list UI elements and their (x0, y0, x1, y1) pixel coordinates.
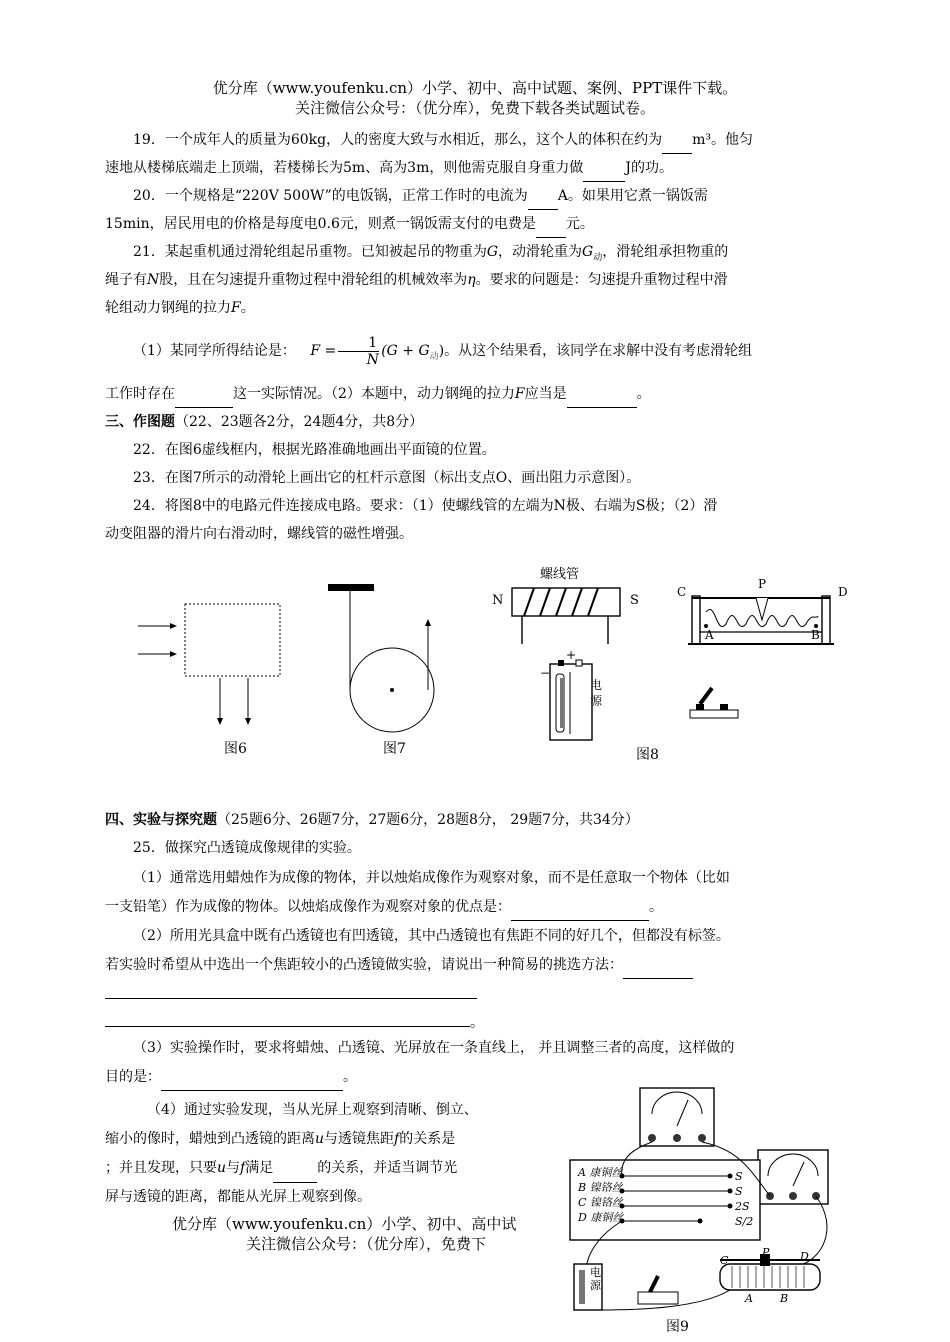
question-22: 22．在图6虚线框内，根据光路准确地画出平面镜的位置。 (133, 442, 496, 458)
fig9-d-label: D (800, 1250, 809, 1263)
question-19: 19．一个成年人的质量为60kg，人的密度大致与水相近，那么，这个人的体积在约为 m³。他匀 (105, 126, 847, 154)
wire-label-b: B 镍铬丝 (578, 1181, 623, 1194)
answer-blank[interactable] (161, 1074, 343, 1091)
fig9-a-label: A (745, 1292, 753, 1305)
footer-line-2: 关注微信公众号：（优分库），免费下 (246, 1235, 487, 1253)
wire-length-d: S/2 (735, 1215, 754, 1228)
fig9-battery-label: 电 源 (590, 1266, 601, 1292)
fig9-b-label: B (780, 1292, 789, 1305)
wire-length-b: S (735, 1185, 743, 1198)
switch-diagram (688, 684, 740, 720)
question-25-part2-cont: 若实验时希望从中选出一个焦距较小的凸透镜做实验，请说出一种简易的挑选方法： (105, 951, 847, 979)
figure-7-caption: 图7 (383, 741, 406, 757)
question-24-cont: 动变阻器的滑片向右滑动时，螺线管的磁性增强。 (105, 526, 413, 542)
question-25-part2: （2）所用光具盒中既有凸透镜也有凹透镜，其中凸透镜也有焦距不同的好几个，但都没有标签。 (133, 928, 730, 944)
solenoid-diagram (510, 586, 625, 646)
wire-length-a: S (735, 1170, 743, 1183)
footer (0, 1214, 556, 1260)
question-25-part1: （1）通常选用蜡烛作为成像的物体，并以烛焰成像作为观察对象，而不是任意取一个物体（比如 (133, 870, 730, 886)
south-pole-label: S (630, 593, 639, 608)
solenoid-label: 螺线管 (540, 567, 580, 582)
question-23: 23．在图7所示的动滑轮上画出它的杠杆示意图（标出支点O、画出阻力示意图）。 (133, 470, 641, 486)
terminal-b-label: B (811, 628, 820, 642)
answer-line[interactable] (105, 1026, 470, 1027)
section-4-heading: 四、实验与探究题（25题6分、26题7分，27题6分，28题8分， 29题7分，共34分） (105, 812, 639, 828)
question-25-part1-cont: 一支铅笔）作为成像的物体。以烛焰成像作为观察对象的优点是： 。 (105, 893, 847, 921)
answer-blank[interactable] (567, 391, 637, 408)
north-pole-label: N (492, 593, 504, 608)
battery-label-1: 电 (590, 678, 603, 692)
terminal-d-label: D (838, 585, 848, 599)
wire-lengths (735, 1169, 753, 1229)
question-24: 24．将图8中的电路元件连接成电路。要求：（1）使螺线管的左端为N极、右端为S极；（2）滑 (133, 498, 718, 514)
answer-line-period: 。 (470, 1015, 484, 1031)
question-20-cont: 15min，居民用电的价格是每度电0.6元，则煮一锅饭需支付的电费是 元。 (105, 210, 847, 238)
ammeter-2 (758, 1150, 828, 1204)
rheostat-diagram (688, 590, 836, 652)
wire-label-d: D 康铜丝 (578, 1211, 624, 1224)
question-21-part1: （1）某同学所得结论是： F = $\frac{1}{N}$ $(G + G_动)$。从这个结果看，该同学在求解中没有考虑滑轮组 (133, 334, 753, 368)
wire-labels (578, 1165, 623, 1225)
fig9-p-label: P (762, 1246, 770, 1259)
question-21-part2: 工作时存在 这一实际情况。（2）本题中，动力钢绳的拉力F应当是 。 (105, 380, 847, 408)
answer-blank[interactable] (511, 904, 649, 921)
battery-label-2: 源 (590, 694, 603, 708)
battery-plus: + (566, 648, 577, 662)
battery-minus: − (540, 666, 551, 680)
section-3-heading: 三、作图题（22、23题各2分，24题4分，共8分） (105, 414, 424, 430)
answer-blank[interactable] (175, 391, 233, 408)
question-20: 20．一个规格是“220V 500W”的电饭锅，正常工作时的电流为 A。如果用它煮一锅饭需 (105, 182, 847, 210)
wire-length-c: 2S (735, 1200, 750, 1213)
figure-6-caption: 图6 (224, 741, 247, 757)
figure-6-diagram (130, 598, 290, 733)
wire-label-c: C 镍铬丝 (578, 1196, 623, 1209)
question-25-part3-cont: 目的是： 。 (105, 1063, 847, 1091)
answer-blank[interactable] (536, 221, 566, 238)
question-21-line3: 轮组动力钢绳的拉力F。 (105, 300, 255, 316)
wire-label-a: A 康铜丝 (578, 1166, 623, 1179)
footer-line-1: 优分库（www.youfenku.cn）小学、初中、高中试 (172, 1215, 517, 1233)
fig9-c-label: C (720, 1254, 729, 1267)
question-19-cont: 速地从楼梯底端走上顶端，若楼梯长为5m、高为3m，则他需克服自身重力做 J的功。 (105, 154, 847, 182)
figure-7-pulley (320, 580, 440, 730)
answer-blank[interactable] (528, 193, 558, 210)
slider-p-label: P (758, 577, 767, 591)
ammeter-1 (640, 1088, 714, 1146)
answer-blank[interactable] (662, 137, 692, 154)
question-21: 21．某起重机通过滑轮组起吊重物。已知被起吊的物重为G，动滑轮重为$G_动$，滑轮组承担物重的 (133, 244, 729, 263)
fraction: $\frac{1}{N}$ (338, 335, 379, 368)
figure-8-caption: 图8 (636, 747, 659, 763)
answer-blank[interactable] (583, 165, 625, 182)
header-line-2: 关注微信公众号：（优分库），免费下载各类试题试卷。 (294, 99, 655, 117)
answer-line[interactable] (105, 998, 477, 999)
figure-9-caption: 图9 (666, 1319, 689, 1335)
answer-blank[interactable] (273, 1166, 317, 1183)
terminal-a-label: A (705, 628, 714, 642)
question-21-line2: 绳子有N股，且在匀速提升重物过程中滑轮组的机械效率为η。要求的问题是：匀速提升重物过程中滑 (105, 272, 728, 288)
terminal-c-label: C (677, 585, 687, 599)
question-25-part4: （4）通过实验发现，当从光屏上观察到清晰、倒立、 缩小的像时，蜡烛到凸透镜的距离u与透镜焦距f的关系是 ；并且发现，只要u与f满足 的关系，并适当调节光 屏与透镜的距离，都能从光屏上观察到像。 (105, 1102, 478, 1205)
question-25: 25．做探究凸透镜成像规律的实验。 (133, 840, 361, 856)
header-line-1: 优分库（www.youfenku.cn）小学、初中、高中试题、案例、PPT课件下载。 (212, 79, 738, 97)
question-25-part3: （3）实验操作时，要求将蜡烛、凸透镜、光屏放在一条直线上， 并且调整三者的高度，这样做的 (133, 1040, 735, 1056)
answer-blank[interactable] (623, 962, 693, 979)
